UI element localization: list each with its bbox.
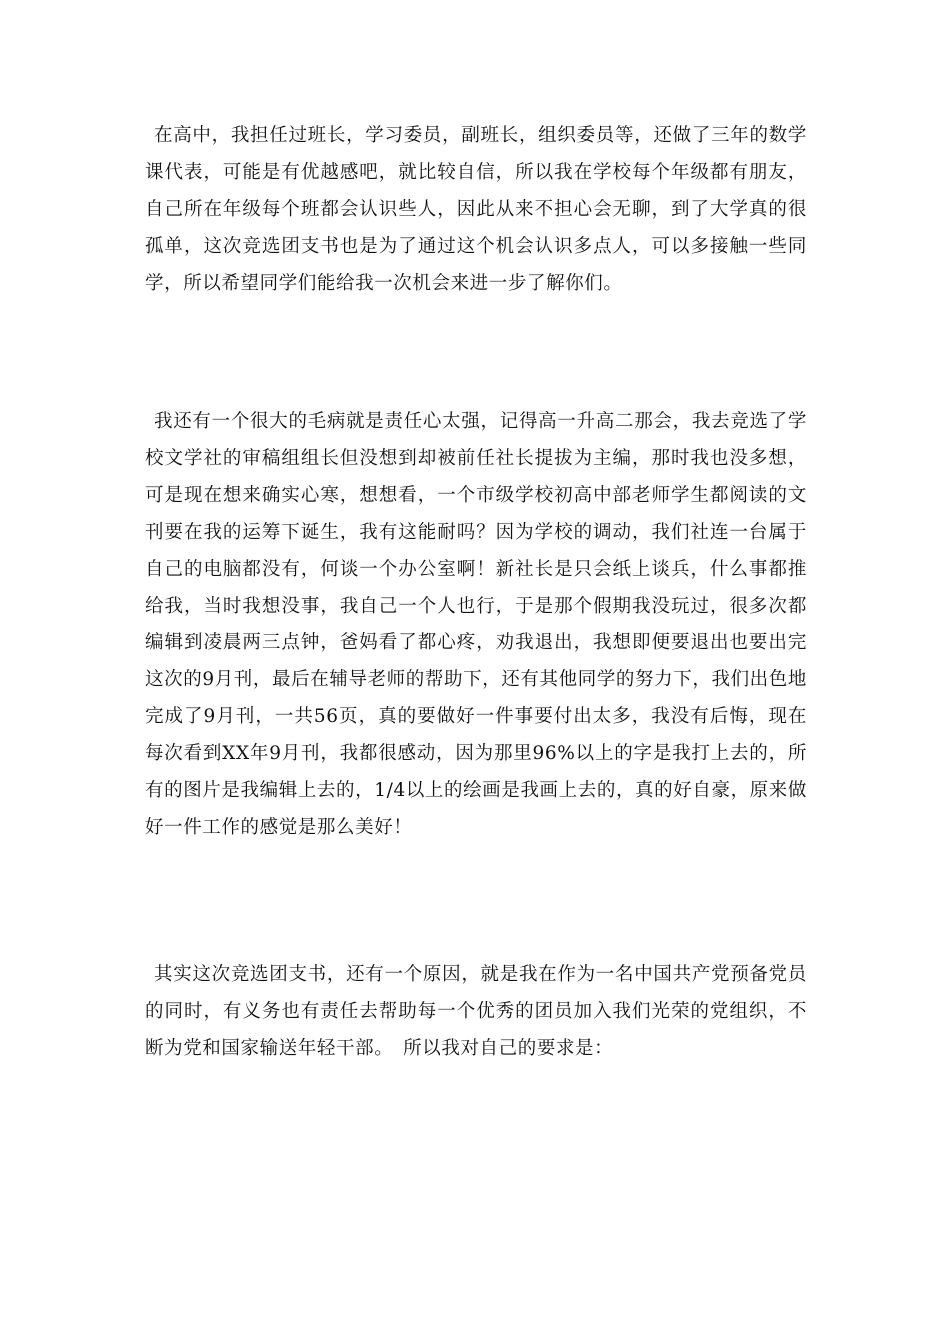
paragraph-party-member-reason: 其实这次竞选团支书，还有一个原因，就是我在作为一名中国共产党预备党员的同时，有义务也有责任去帮助每一个优秀的团员加入我们光荣的党组织，不断为党和国家输送年轻干部。 所以我对自己的要求是： (145, 964, 807, 1059)
paragraph-high-school-roles: 在高中，我担任过班长，学习委员，副班长，组织委员等，还做了三年的数学课代表，可能是有优越感吧，就比较自信，所以我在学校每个年级都有朋友，自己所在年级每个班都会认识些人，因此从来不担心会无聊，到了大学真的很孤单，这次竞选团支书也是为了通过这个机会认识多点人，可以多接触一些同学，所以希望同学们能给我一次机会来进一步了解你们。 (145, 125, 807, 294)
paragraph-literary-society-editor: 我还有一个很大的毛病就是责任心太强，记得高一升高二那会，我去竞选了学校文学社的审稿组组长但没想到却被前任社长提拔为主编，那时我也没多想，可是现在想来确实心寒，想想看，一个市级学校初高中部老师学生都阅读的文刊要在我的运筹下诞生，我有这能耐吗？因为学校的调动，我们社连一台属于自己的电脑都没有，何谈一个办公室啊！新社长是只会纸上谈兵，什么事都推给我，当时我想没事，我自己一个人也行，于是那个假期我没玩过，很多次都编辑到凌晨两三点钟，爸妈看了都心疼，劝我退出，我想即便要退出也要出完这次的9月刊，最后在辅导老师的帮助下，还有其他同学的努力下，我们出色地完成了9月刊，一共56页，真的要做好一件事要付出太多，我没有后悔，现在每次看到XX年9月刊，我都很感动，因为那里96%以上的字是我打上去的，所有的图片是我编辑上去的，1/4以上的绘画是我画上去的，真的好自豪，原来做好一件工作的感觉是那么美好！ (145, 411, 807, 838)
